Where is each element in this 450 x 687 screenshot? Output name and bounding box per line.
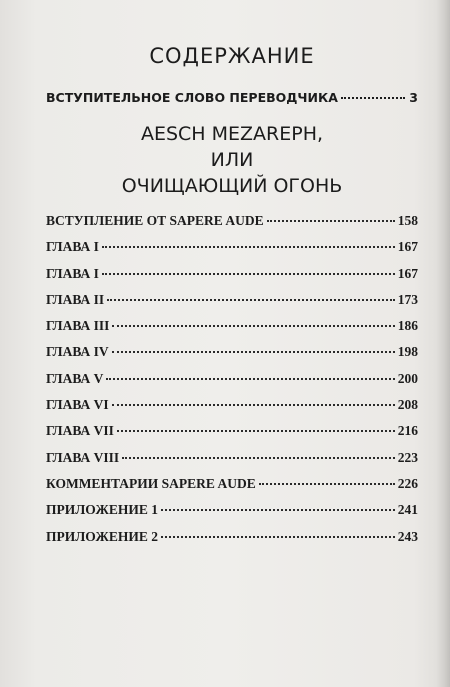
toc-entry [46,529,418,555]
toc-entry [46,239,418,265]
toc-entry-label: ГЛАВА I [46,239,99,255]
toc-entry-page: 208 [397,397,418,413]
toc-entry-label: КОММЕНТАРИИ SAPERE AUDE [46,475,256,491]
toc-entry-page: 167 [397,239,418,255]
toc-entry-label: ВСТУПИТЕЛЬНОЕ СЛОВО ПЕРЕВОДЧИКА [46,90,338,105]
toc-entry-page: 216 [397,423,418,439]
toc-entry-label: ГЛАВА III [46,318,110,334]
toc-entry-label: ГЛАВА VI [46,397,109,413]
toc-entry-intro [46,90,418,105]
table-of-contents [46,44,418,555]
toc-entry [46,476,418,502]
page-edge-shadow [436,0,450,687]
toc-entry [46,318,418,344]
toc-leader-dots [122,457,395,459]
toc-leader-dots [117,430,395,432]
toc-entry [46,266,418,292]
work-title-line-1: AESCH MEZAREPH, [140,123,324,145]
toc-leader-dots [112,325,394,327]
toc-entry-page: 223 [397,449,418,465]
toc-entry [46,371,418,397]
toc-entry-page: 243 [397,528,418,544]
toc-leader-dots [102,246,395,248]
work-title-line-3: ОЧИЩАЮЩИЙ ОГОНЬ [121,175,343,197]
toc-leader-dots [259,483,395,485]
toc-entry-label: ГЛАВА IV [46,344,109,360]
toc-leader-dots [107,299,395,301]
toc-entry-label: ПРИЛОЖЕНИЕ 2 [46,528,158,544]
toc-leader-dots [102,273,395,275]
toc-entry-page: 173 [397,291,418,307]
toc-leader-dots [267,220,395,222]
toc-leader-dots [112,404,395,406]
toc-entry [46,423,418,449]
toc-entry-label: ГЛАВА I [46,265,99,281]
toc-leader-dots [161,536,395,538]
toc-entry-label: ГЛАВА V [46,370,104,386]
toc-entry-label: ГЛАВА VII [46,423,114,439]
work-title [46,121,418,199]
toc-leader-dots [341,97,405,99]
toc-entry-label: ПРИЛОЖЕНИЕ 1 [46,502,158,518]
toc-entry-page: 167 [397,265,418,281]
toc-entry-page: 186 [397,318,418,334]
toc-leader-dots [112,351,395,353]
toc-entry-page: 241 [397,502,418,518]
toc-entry [46,450,418,476]
toc-entry-label: ГЛАВА VIII [46,449,120,465]
work-title-line-2: ИЛИ [210,149,254,171]
toc-leader-dots [161,509,395,511]
toc-heading: СОДЕРЖАНИЕ [149,44,315,68]
toc-leader-dots [106,378,394,380]
toc-entry-page: 198 [397,344,418,360]
toc-entry-page: 158 [397,213,418,228]
toc-entry-page: 226 [397,475,418,491]
toc-entry-page: 3 [409,90,418,105]
toc-entry [46,344,418,370]
toc-entry [46,292,418,318]
toc-entry [46,213,418,239]
toc-entry-label: ГЛАВА II [46,291,105,307]
toc-entry-page: 200 [397,370,418,386]
toc-entry [46,502,418,528]
toc-entry-label: ВСТУПЛЕНИЕ ОТ SAPERE AUDE [46,213,264,228]
toc-entry [46,397,418,423]
